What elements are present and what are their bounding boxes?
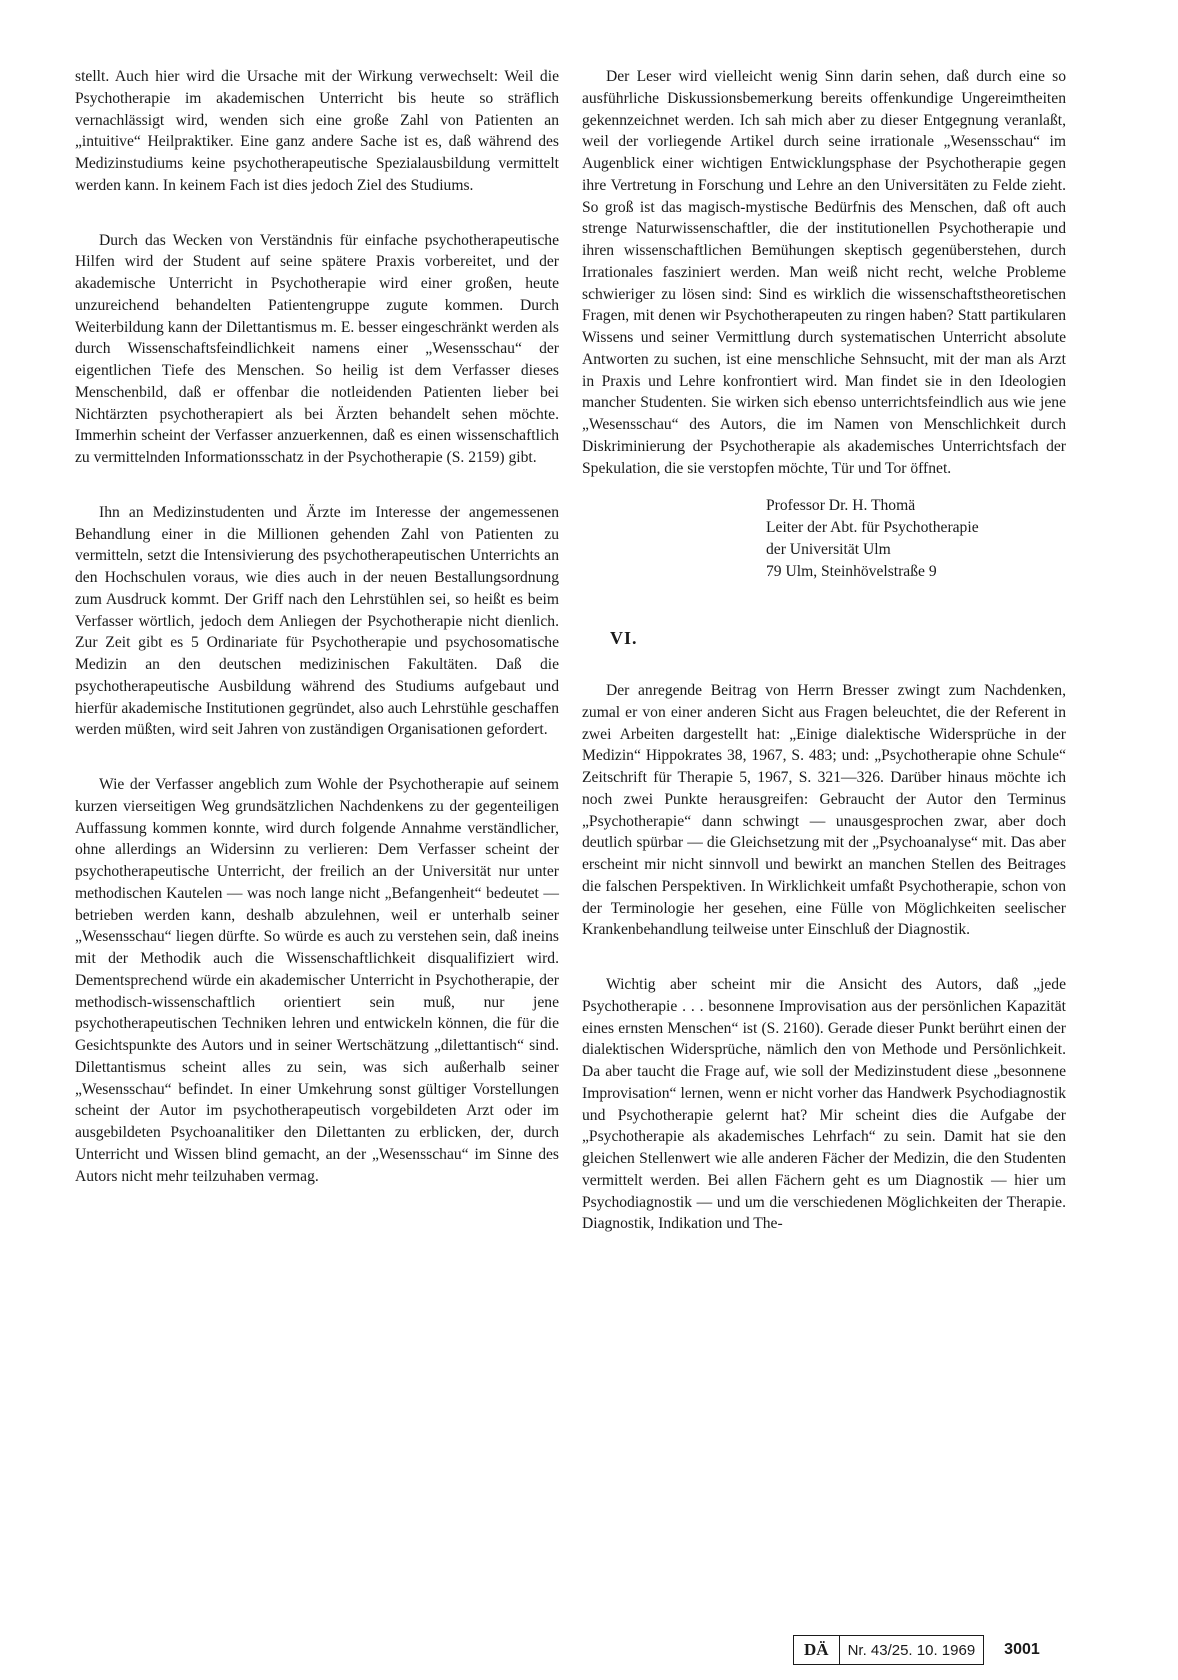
paragraph: Wichtig aber scheint mir die Ansicht des Autors, daß „jede Psychotherapie . . . besonnene Improvisation aus der persönlichen Kapazität eines ernsten Menschen“ ist (S. 2160). Gerade dieser Punkt berührt einen der dialektischen Widersprüche, nämlich den von Methode und Persönlichkeit. Da aber taucht die Frage auf, wie soll der Medizinstudent diese „besonnene Improvisation“ lernen, wenn er nicht vorher das Handwerk Psychodiagnostik und Psychotherapie gelernt hat? Mir scheint dies die Aufgabe der „Psychotherapie als akademisches Lehrfach“ zu sein. Damit hat sie den gleichen Stellenwert wie alle anderen Fächer der Medizin, die den Studenten vermittelt werden. Bei allen Fächern geht es um Diagnostik — hier um Psychodiagnostik — und um die verschiedenen Möglichkeiten der Therapie. Diagnostik, Indikation und The- — [582, 976, 1066, 1233]
page-number: 3001 — [1004, 1641, 1040, 1658]
left-column — [75, 66, 559, 1187]
section-heading: VI. — [610, 628, 638, 649]
paragraph: Durch das Wecken von Verständnis für einfache psychotherapeutische Hilfen wird der Student auf seine spätere Praxis vorbereitet, und der akademische Unterricht in Psychotherapie wird einer großen, heute unzureichend behandelten Patientengruppe zugute kommen. Durch Weiterbildung kann der Dilettantismus m. E. besser eingeschränkt werden als durch Wissenschaftsfeindlichkeit namens einer „Wesensschau“ der eigentlichen Tiefe des Menschen. So heilig ist dem Verfasser dieses Menschenbild, daß er offenbar die notleidenden Patienten lieber bei Nichtärzten psychotherapiert als bei Ärzten behandelt sehen möchte. Immerhin scheint der Verfasser anzuerkennen, daß es einen wissenschaftlich zu vermittelnden Informationsschatz in der Psychotherapie (S. 2159) gibt. — [75, 231, 559, 466]
author-position: Leiter der Abt. für Psychotherapie — [766, 519, 979, 536]
paragraph: Der anregende Beitrag von Herrn Bresser zwingt zum Nachdenken, zumal er von einer anderen Sicht aus Fragen beleuchtet, die der Referent in zwei Arbeiten dargestellt hat: „Einige dialektische Widersprüche in der Medizin“ Hippokrates 38, 1967, S. 483; und: „Psychotherapie ohne Schule“ Zeitschrift für Therapie 5, 1967, S. 321—326. Darüber hinaus möchte ich noch zwei Punkte herausgreifen: Gebraucht der Autor den Terminus „Psychotherapie“ dann schwingt — unausgesprochen zwar, aber doch deutlich spürbar — die Gleichsetzung mit der „Psychoanalyse“ mit. Das aber erscheint mir nicht sinnvoll und bewirkt an manchen Stellen des Beitrages die falschen Perspektiven. In Wirklichkeit umfaßt Psychotherapie, schon von der Terminologie her gesehen, eine Fülle von Möglichkeiten seelischer Krankenbehandlung teilweise unter Einschluß der Diagnostik. — [582, 682, 1066, 939]
paragraph: stellt. Auch hier wird die Ursache mit der Wirkung verwechselt: Weil die Psychotherapie im akademischen Unterricht bis heute so sträflich vernachlässigt wird, wenden sich eine große Zahl von Patienten an „intuitive“ Heilpraktiker. Eine ganz andere Sache ist es, daß während des Medizinstudiums keine psychotherapeutische Spezialausbildung vermittelt werden kann. In keinem Fach ist dies jedoch Ziel des Studiums. — [75, 68, 559, 194]
paragraph: Wie der Verfasser angeblich zum Wohle der Psychotherapie auf seinem kurzen vierseitigen Weg grundsätzlichen Nachdenkens zu der gegenteiligen Auffassung kommen konnte, wird durch folgende Annahme verständlicher, ohne allerdings an Widersinn zu verlieren: Dem Verfasser scheint der psychotherapeutische Unterricht, der freilich an der Universität nur unter methodischen Kautelen — was noch lange nicht „Befangenheit“ bedeutet — betrieben werden kann, deshalb abzulehnen, weil er unterhalb seiner „Wesensschau“ liegen dürfte. So würde es auch zu verstehen sein, daß ineins mit der Methodik auch die Wissenschaftlichkeit disqualifiziert wird. Dementsprechend würde ein akademischer Unterricht in Psychotherapie, der methodisch-wissenschaftlich orientiert sein muß, nur jene psychotherapeutischen Techniken lehren und entwickeln können, die für die Gesichtspunkte des Autors und in seiner Wertschätzung „dilettantisch“ sind. Dilettantismus scheint alles zu sein, was sich außerhalb seiner „Wesensschau“ befindet. In einer Umkehrung sonst gültiger Vorstellungen scheint der Autor im psychotherapeutisch vorgebildeten Arzt oder im ausgebildeten Psychoanalitiker den Dilettanten zu erblicken, der, durch Unterricht und Wissen blind gemacht, an der „Wesensschau“ im Sinne des Autors nicht mehr teilzuhaben vermag. — [75, 776, 559, 1185]
paragraph: Ihn an Medizinstudenten und Ärzte im Interesse der angemessenen Behandlung einer in die Millionen gehenden Zahl von Patienten zu vermitteln, setzt die Intensivierung des psychotherapeutischen Unterrichts an den Hochschulen voraus, wie dies auch in der neuen Bestallungsordnung zum Ausdruck kommt. Der Griff nach den Lehrstühlen sei, so heißt es beim Verfasser wörtlich, jedoch dem Anliegen der Psychotherapie nicht dienlich. Zur Zeit gibt es 5 Ordinariate für Psychotherapie und psychosomatische Medizin an den deutschen medizinischen Fakultäten. Daß die psychotherapeutische Ausbildung während des Studiums aufgebaut und hierfür akademische Institutionen gegründet, also auch Lehrstühle geschaffen werden müßten, wird seit Jahren von zuständigen Organisationen gefordert. — [75, 503, 559, 739]
page-footer — [793, 1635, 1040, 1665]
author-name: Professor Dr. H. Thomä — [766, 497, 916, 515]
author-address: 79 Ulm, Steinhövelstraße 9 — [766, 562, 937, 580]
issue-label: Nr. 43/25. 10. 1969 — [847, 1641, 976, 1659]
journal-info-box — [793, 1635, 984, 1665]
journal-logo: DÄ — [794, 1636, 840, 1664]
right-column — [582, 66, 1066, 1235]
author-signature — [766, 495, 1066, 582]
author-institution: der Universität Ulm — [766, 540, 891, 558]
paragraph: Der Leser wird vielleicht wenig Sinn darin sehen, daß durch eine so ausführliche Diskussionsbemerkung bereits offenkundige Ungereimtheiten gekennzeichnet werden. Ich sah mich aber zu dieser Entgegnung veranlaßt, weil der vorliegende Artikel durch seine irrationale „Wesensschau“ im Augenblick einer wichtigen Entwicklungsphase der Psychotherapie gegen ihre Vertretung in Forschung und Lehre an den Universitäten zu Felde zieht. So groß ist das magisch-mystische Bedürfnis des Menschen, daß oft auch strenge Naturwissenschaftler, die der institutionellen Psychotherapie und ihren wissenschaftlichen Bemühungen skeptisch gegenüberstehen, durch Irrationales fasziniert werden. Man weiß nicht recht, welche Probleme schwieriger zu lösen sind: Sind es wirklich die wissenschaftstheoretischen Fragen, mit denen wir Psychotherapeuten zu ringen haben? Statt partikularen Wissens und seiner Vermittlung durch systematischen Unterricht absolute Antworten zu suchen, ist eine menschliche Sehnsucht, mit der man als Arzt in Praxis und Lehre konfrontiert wird. Man findet sie in den Ideologien mancher Studenten. Sie wirken sich ebenso unterrichtsfeindlich aus wie jene „Wesensschau“ des Autors, die im Namen von Menschlichkeit durch Diskriminierung der Psychotherapie als akademisches Unterrichtsfach der Spekulation, die sie verstopfen möchte, Tür und Tor öffnet. — [582, 68, 1066, 477]
